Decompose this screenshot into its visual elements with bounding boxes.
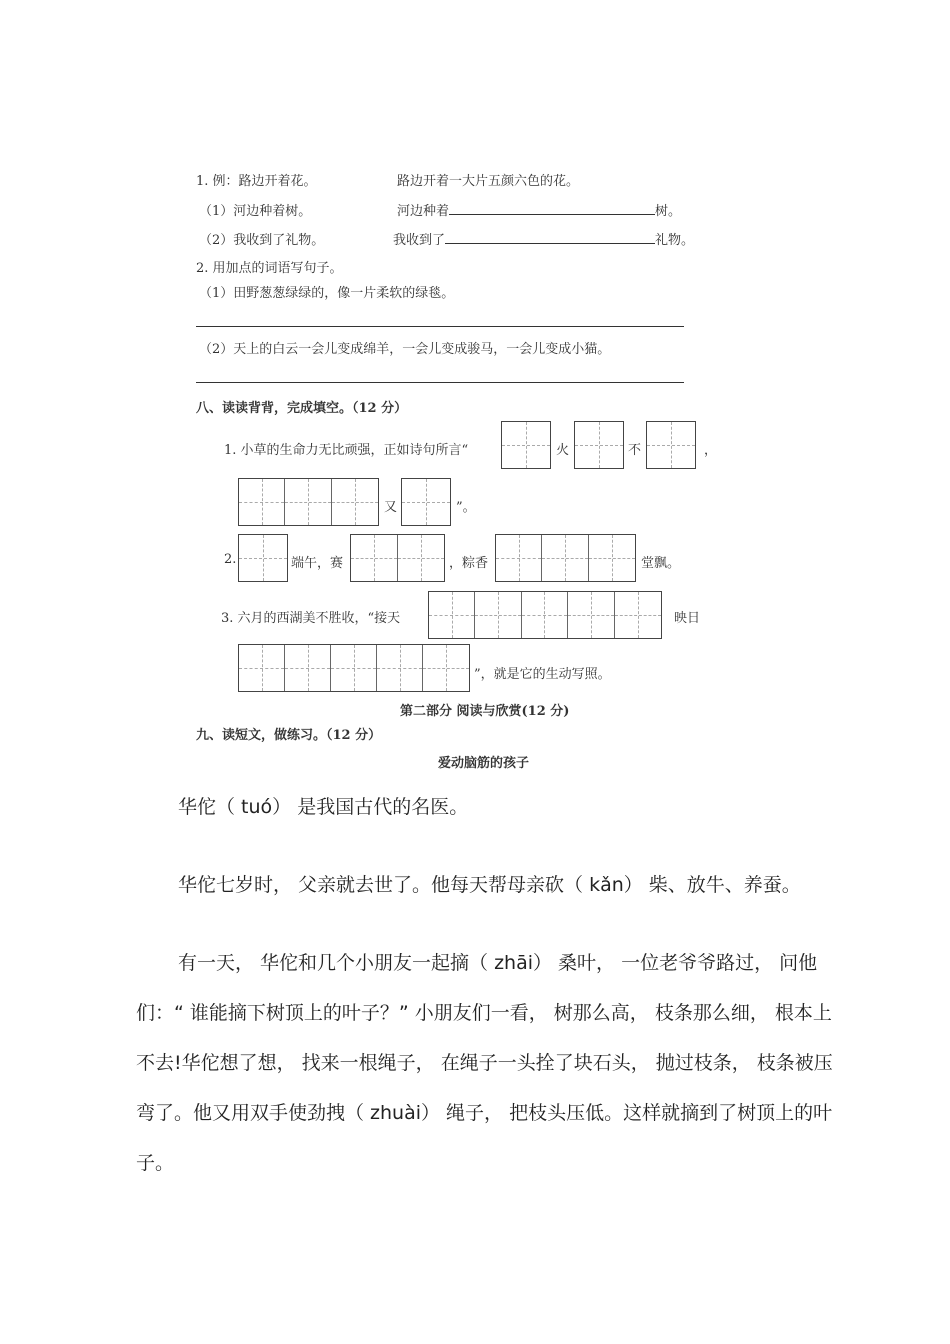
s8-q1-again: 又 <box>384 500 398 515</box>
reading-passage <box>136 782 836 1188</box>
part2-title: 第二部分 阅读与欣赏(12 分) <box>400 704 570 719</box>
s8-q3-grid-2[interactable] <box>238 644 470 692</box>
q1-2-prefix: 我收到了 <box>393 233 446 248</box>
q1-2-answer-line <box>393 229 694 248</box>
q1-2-suffix: 礼物。 <box>655 233 695 248</box>
passage-paragraph-1: 华佗（ tuó） 是我国古代的名医。 <box>178 796 469 818</box>
q2-1-answer-line[interactable] <box>196 326 684 327</box>
s8-q3-end: ”，就是它的生动写照。 <box>474 667 611 682</box>
s8-q2-c: 堂飘。 <box>641 556 681 571</box>
s8-q1-grid-4[interactable] <box>238 478 379 526</box>
s8-q1-fire: 火 <box>556 443 570 458</box>
q1-1-label: （1）河边种着树。 <box>199 204 312 219</box>
s8-q2-num: 2. <box>224 552 237 567</box>
s8-q3-mid: 映日 <box>674 611 701 626</box>
s8-q1-grid-2[interactable] <box>574 421 624 469</box>
q1-1-prefix: 河边种着 <box>397 204 450 219</box>
q1-1-blank[interactable] <box>449 202 655 215</box>
section8-title: 八、读读背背，完成填空。（12 分） <box>196 401 408 416</box>
example-answer: 路边开着一大片五颜六色的花。 <box>397 174 580 189</box>
s8-q1-not: 不 <box>628 443 642 458</box>
s8-q1-grid-3[interactable] <box>646 421 696 469</box>
q1-2-blank[interactable] <box>445 231 655 244</box>
section9-title: 九、读短文，做练习。（12 分） <box>196 728 382 743</box>
s8-q3-text: 3. 六月的西湖美不胜收，“接天 <box>221 611 401 626</box>
s8-q1-grid-1[interactable] <box>501 421 551 469</box>
q2-2-answer-line[interactable] <box>196 382 684 383</box>
example-label: 1. 例：路边开着花。 <box>196 174 317 189</box>
passage-paragraph-3: 有一天， 华佗和几个小朋友一起摘（ zhāi） 桑叶， 一位老爷爷路过， 问他们：“ 谁能摘下树顶上的叶子？” 小朋友们一看， 树那么高， 枝条那么细， 根本上不去!华佗想了想， 找来一根绳子， 在绳子一头拴了块石头， 抛过枝条， 枝条被压弯了。他又用双手使劲拽（ zhuài） 绳子， 把枝头压低。这样就摘到了树顶上的叶子。 <box>136 952 833 1174</box>
s8-q2-grid-1[interactable] <box>238 534 288 582</box>
q1-2-label: （2）我收到了礼物。 <box>199 233 325 248</box>
s8-q2-b: ，粽香 <box>449 556 489 571</box>
s8-q1-end: ”。 <box>456 500 476 515</box>
s8-q2-a: 端午，赛 <box>291 556 344 571</box>
q2-2-sentence: （2）天上的白云一会儿变成绵羊，一会儿变成骏马，一会儿变成小猫。 <box>199 342 611 357</box>
s8-q1-grid-5[interactable] <box>401 478 451 526</box>
s8-q2-grid-3[interactable] <box>495 534 636 582</box>
q2-1-sentence: （1）田野葱葱绿绿的，像一片柔软的绿毯。 <box>199 286 455 301</box>
s8-q1-text: 1. 小草的生命力无比顽强，正如诗句所言“ <box>224 443 469 458</box>
passage-paragraph-2: 华佗七岁时， 父亲就去世了。他每天帮母亲砍（ kǎn） 柴、放牛、养蚕。 <box>178 874 801 896</box>
q1-1-answer-line <box>397 200 681 219</box>
story-title: 爱动脑筋的孩子 <box>438 756 530 771</box>
s8-q2-grid-2[interactable] <box>350 534 445 582</box>
q1-1-suffix: 树。 <box>655 204 682 219</box>
q2-label: 2. 用加点的词语写句子。 <box>196 261 343 276</box>
s8-q1-comma: ， <box>704 443 718 458</box>
s8-q3-grid-1[interactable] <box>428 591 662 639</box>
